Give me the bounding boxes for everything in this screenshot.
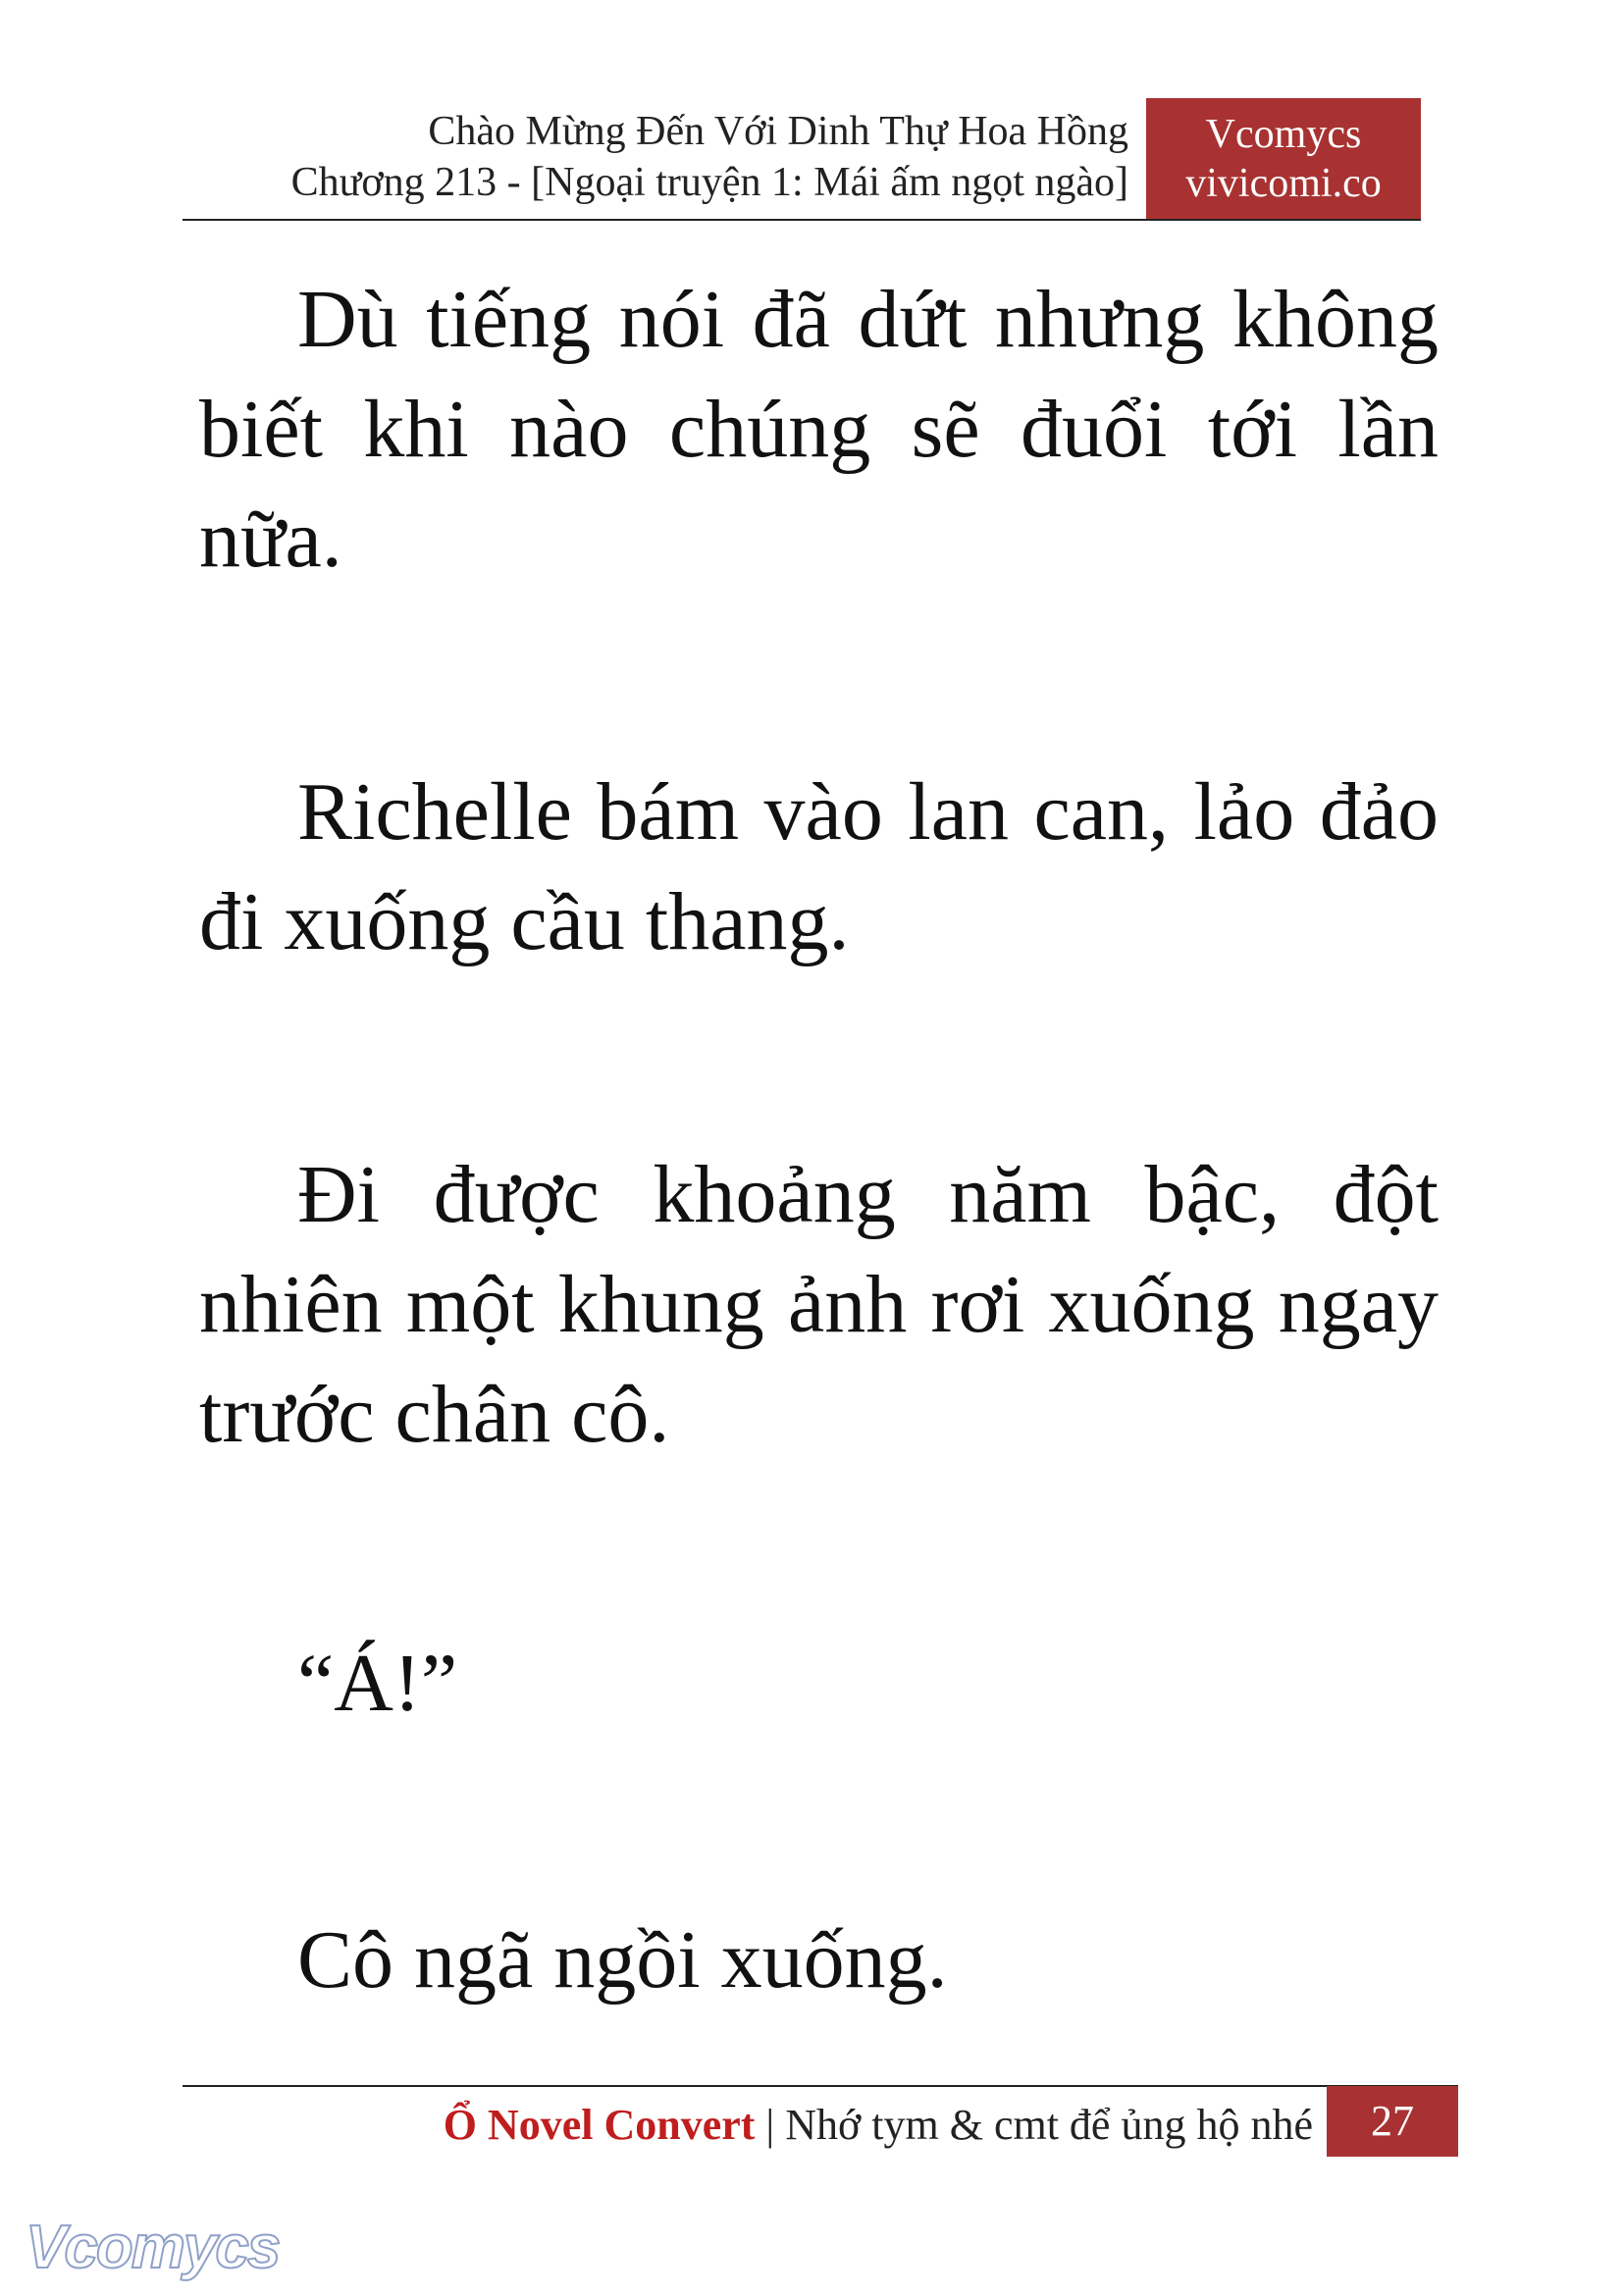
paragraph: Cô ngã ngồi xuống. bbox=[297, 1914, 948, 2006]
running-footer bbox=[196, 2096, 1313, 2155]
brand-name: Vcomycs bbox=[1205, 112, 1362, 157]
watermark-logo: Vcomycs bbox=[26, 2214, 280, 2281]
book-title: Chào Mừng Đến Với Dinh Thự Hoa Hồng bbox=[428, 109, 1128, 154]
page-number: 27 bbox=[1327, 2086, 1458, 2157]
brand-badge bbox=[1146, 98, 1421, 220]
chapter-title: Chương 213 - [Ngoại truyện 1: Mái ấm ngọt ngào] bbox=[290, 160, 1128, 205]
paragraph: Richelle bám vào lan can, lảo đảo đi xuống cầu thang. bbox=[199, 766, 1439, 967]
paragraph: “Á!” bbox=[297, 1638, 458, 1729]
paragraph: Đi được khoảng năm bậc, đột nhiên một khung ảnh rơi xuống ngay trước chân cô. bbox=[199, 1149, 1439, 1460]
footer-divider bbox=[183, 2085, 1458, 2087]
running-header bbox=[196, 106, 1128, 208]
paragraph: Dù tiếng nói đã dứt nhưng không biết khi nào chúng sẽ đuổi tới lần nữa. bbox=[199, 274, 1439, 585]
brand-site: vivicomi.co bbox=[1185, 161, 1382, 206]
header-divider bbox=[183, 219, 1421, 221]
footer-brand: Ổ Novel Convert bbox=[443, 2101, 756, 2149]
footer-note: Nhớ tym & cmt để ủng hộ nhé bbox=[785, 2101, 1313, 2149]
footer-separator: | bbox=[765, 2101, 775, 2149]
